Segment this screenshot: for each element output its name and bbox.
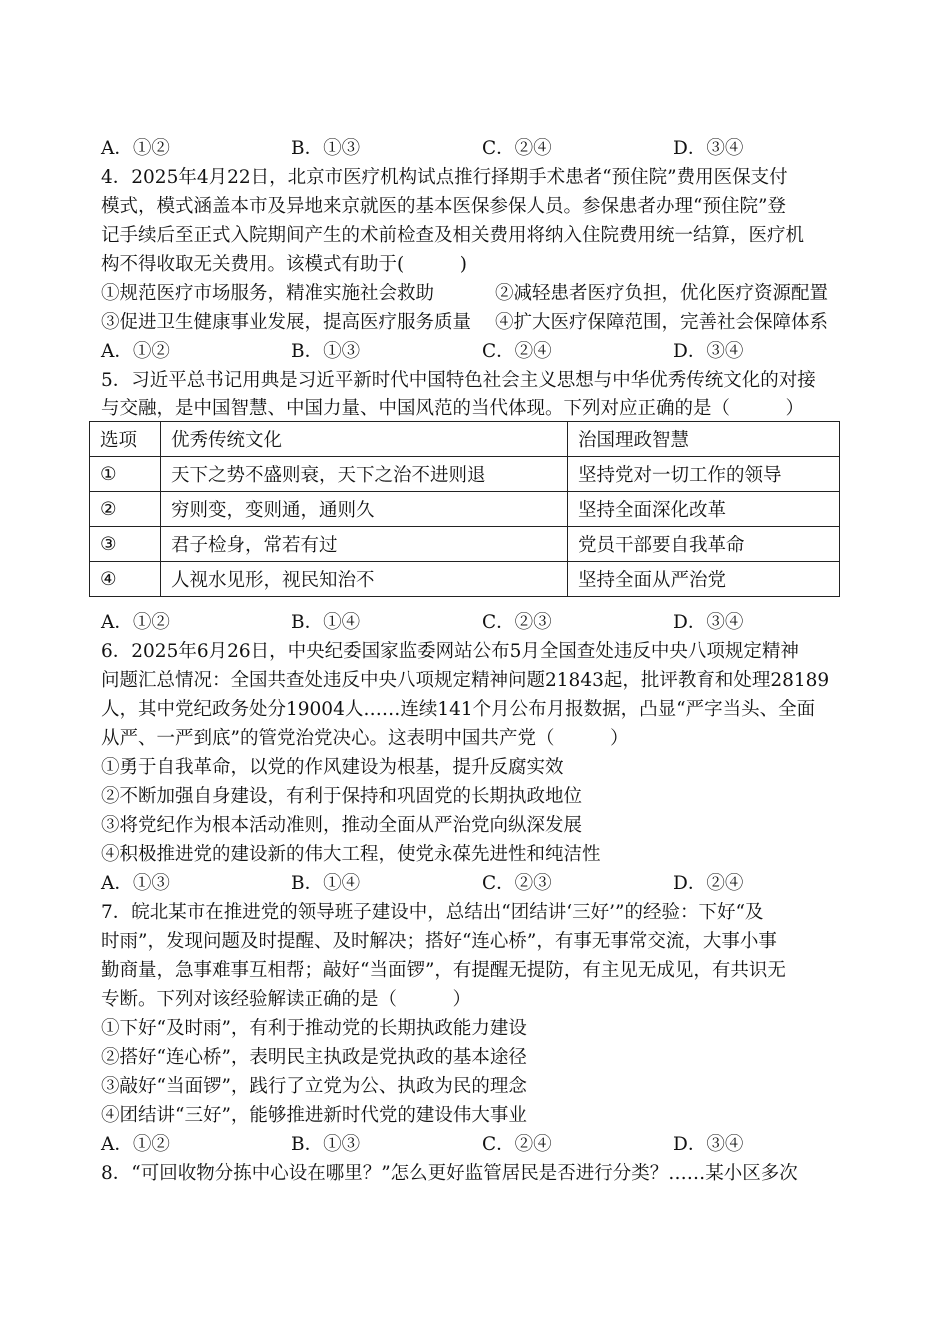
table-row	[90, 527, 840, 562]
q7-option-a: A．①②	[101, 1134, 170, 1155]
q7-stem-line: 专断。下列对该经验解读正确的是（ ）	[101, 989, 472, 1010]
table-cell: 君子检身，常若有过	[161, 527, 568, 562]
q7-stem-line: 7．皖北某市在推进党的领导班子建设中，总结出“团结讲‘三好’”的经验：下好“及	[101, 902, 764, 923]
q6-option-d: D．②④	[673, 873, 744, 894]
table-header-row	[90, 422, 840, 457]
table-cell: ①	[90, 457, 161, 492]
table-row	[90, 562, 840, 597]
table-cell: 人视水见形，视民知治不	[161, 562, 568, 597]
table-cell: ②	[90, 492, 161, 527]
q6-stem-line: 人，其中党纪政务处分19004人……连续141个月公布月报数据，凸显“严字当头、全面	[101, 699, 816, 720]
q6-stem-line: 6．2025年6月26日，中央纪委国家监委网站公布5月全国查处违反中央八项规定精神	[101, 641, 799, 662]
q4-option-c: C．②④	[482, 341, 552, 362]
table-header-cell: 优秀传统文化	[161, 422, 568, 457]
q4-statement-3: ③促进卫生健康事业发展，提高医疗服务质量	[101, 312, 472, 333]
q4-statement-2: ②减轻患者医疗负担，优化医疗资源配置	[495, 283, 829, 304]
table-header-cell: 选项	[90, 422, 161, 457]
table-cell: ④	[90, 562, 161, 597]
q4-option-a: A．①②	[101, 341, 170, 362]
q3-option-c: C．②④	[482, 138, 552, 159]
q3-option-a: A．①②	[101, 138, 170, 159]
q4-statement-4: ④扩大医疗保障范围，完善社会保障体系	[495, 312, 829, 333]
q7-statement-1: ①下好“及时雨”，有利于推动党的长期执政能力建设	[101, 1018, 527, 1039]
q6-option-b: B．①④	[291, 873, 361, 894]
table-cell: 天下之势不盛则衰，天下之治不进则退	[161, 457, 568, 492]
table-row	[90, 492, 840, 527]
q7-statement-3: ③敲好“当面锣”，践行了立党为公、执政为民的理念	[101, 1076, 527, 1097]
q6-stem-line: 从严、一严到底”的管党治党决心。这表明中国共产党（ ）	[101, 728, 629, 749]
q3-option-d: D．③④	[673, 138, 744, 159]
q7-stem-line: 时雨”，发现问题及时提醒、及时解决；搭好“连心桥”，有事无事常交流，大事小事	[101, 931, 777, 952]
q3-option-b: B．①③	[291, 138, 361, 159]
q6-statement-1: ①勇于自我革命，以党的作风建设为根基，提升反腐实效	[101, 757, 564, 778]
q7-stem-line: 勤商量，急事难事互相帮；敲好“当面锣”，有提醒无提防，有主见无成见，有共识无	[101, 960, 786, 981]
q7-option-c: C．②④	[482, 1134, 552, 1155]
table-cell: ③	[90, 527, 161, 562]
q5-option-d: D．③④	[673, 612, 744, 633]
q6-statement-3: ③将党纪作为根本活动准则，推动全面从严治党向纵深发展	[101, 815, 583, 836]
q4-stem-line: 构不得收取无关费用。该模式有助于( )	[101, 254, 467, 275]
q5-stem-line: 5．习近平总书记用典是习近平新时代中国特色社会主义思想与中华优秀传统文化的对接	[101, 370, 816, 391]
table-header-cell: 治国理政智慧	[568, 422, 840, 457]
q4-stem-line: 4．2025年4月22日，北京市医疗机构试点推行择期手术患者“预住院”费用医保支付	[101, 167, 788, 188]
q5-option-c: C．②③	[482, 612, 552, 633]
q5-option-a: A．①②	[101, 612, 170, 633]
table-cell: 坚持全面从严治党	[568, 562, 840, 597]
q6-statement-4: ④积极推进党的建设新的伟大工程，使党永葆先进性和纯洁性	[101, 844, 601, 865]
table-cell: 党员干部要自我革命	[568, 527, 840, 562]
q6-option-a: A．①③	[101, 873, 170, 894]
table-cell: 坚持全面深化改革	[568, 492, 840, 527]
q7-statement-4: ④团结讲“三好”，能够推进新时代党的建设伟大事业	[101, 1105, 527, 1126]
q5-table	[89, 421, 840, 597]
q8-stem-line: 8．“可回收物分拣中心设在哪里？”怎么更好监管居民是否进行分类？……某小区多次	[101, 1163, 798, 1184]
q5-stem-line: 与交融，是中国智慧、中国力量、中国风范的当代体现。下列对应正确的是（ ）	[101, 398, 805, 419]
q4-stem-line: 模式，模式涵盖本市及异地来京就医的基本医保参保人员。参保患者办理“预住院”登	[101, 196, 786, 217]
q4-option-b: B．①③	[291, 341, 361, 362]
table-cell: 坚持党对一切工作的领导	[568, 457, 840, 492]
q7-option-b: B．①③	[291, 1134, 361, 1155]
table-row	[90, 457, 840, 492]
q6-statement-2: ②不断加强自身建设，有利于保持和巩固党的长期执政地位	[101, 786, 583, 807]
table-cell: 穷则变，变则通，通则久	[161, 492, 568, 527]
q5-option-b: B．①④	[291, 612, 361, 633]
q6-option-c: C．②③	[482, 873, 552, 894]
q4-option-d: D．③④	[673, 341, 744, 362]
q4-stem-line: 记手续后至正式入院期间产生的术前检查及相关费用将纳入住院费用统一结算，医疗机	[101, 225, 805, 246]
q6-stem-line: 问题汇总情况：全国共查处违反中央八项规定精神问题21843起，批评教育和处理28189	[101, 670, 830, 691]
q7-option-d: D．③④	[673, 1134, 744, 1155]
q7-statement-2: ②搭好“连心桥”，表明民主执政是党执政的基本途径	[101, 1047, 527, 1068]
q4-statement-1: ①规范医疗市场服务，精准实施社会救助	[101, 283, 435, 304]
